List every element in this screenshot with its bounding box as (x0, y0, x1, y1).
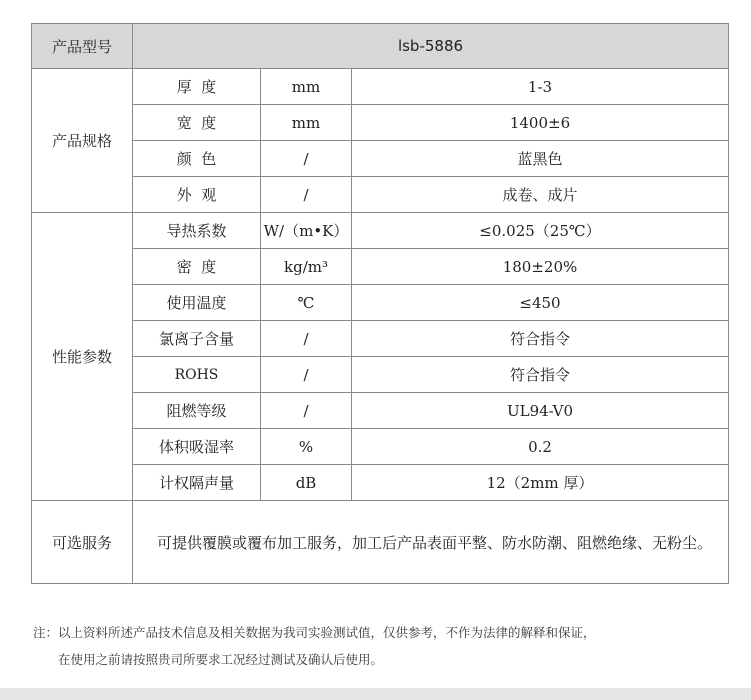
param-name: 导热系数 (133, 213, 261, 249)
param-unit: dB (261, 465, 352, 501)
param-name: 厚 度 (133, 69, 261, 105)
param-unit: / (261, 321, 352, 357)
spec-sheet (31, 23, 728, 584)
param-unit: mm (261, 105, 352, 141)
param-unit: kg/m³ (261, 249, 352, 285)
param-name: 密 度 (133, 249, 261, 285)
param-name: 计权隔声量 (133, 465, 261, 501)
param-value: ≤450 (352, 285, 729, 321)
footnote (33, 619, 596, 673)
table-row (32, 465, 729, 501)
param-value: 0.2 (352, 429, 729, 465)
bottom-bar (0, 688, 751, 700)
param-value: 1400±6 (352, 105, 729, 141)
param-name: 氯离子含量 (133, 321, 261, 357)
param-value: 蓝黑色 (352, 141, 729, 177)
param-unit: / (261, 177, 352, 213)
table-row (32, 141, 729, 177)
param-value: 符合指令 (352, 321, 729, 357)
service-row (32, 501, 729, 584)
table-row (32, 69, 729, 105)
param-unit: % (261, 429, 352, 465)
table-row (32, 357, 729, 393)
param-value: UL94-V0 (352, 393, 729, 429)
spec-table (31, 23, 729, 584)
param-value: 180±20% (352, 249, 729, 285)
footnote-line-1: 注：以上资料所述产品技术信息及相关数据为我司实验测试值，仅供参考，不作为法律的解释和保证， (33, 625, 596, 640)
model-label: 产品型号 (32, 24, 133, 69)
param-name: 体积吸湿率 (133, 429, 261, 465)
param-value: 12（2mm 厚） (352, 465, 729, 501)
param-unit: ℃ (261, 285, 352, 321)
table-row (32, 321, 729, 357)
param-unit: / (261, 393, 352, 429)
param-name: 宽 度 (133, 105, 261, 141)
param-unit: / (261, 141, 352, 177)
param-name: 使用温度 (133, 285, 261, 321)
header-row (32, 24, 729, 69)
param-unit: mm (261, 69, 352, 105)
table-row (32, 285, 729, 321)
service-text: 可提供覆膜或覆布加工服务，加工后产品表面平整、防水防潮、阻燃绝缘、无粉尘。 (133, 501, 729, 584)
table-row (32, 429, 729, 465)
table-row (32, 393, 729, 429)
param-unit: / (261, 357, 352, 393)
table-row (32, 105, 729, 141)
table-row (32, 213, 729, 249)
param-name: 颜 色 (133, 141, 261, 177)
category-cell: 性能参数 (32, 213, 133, 501)
table-row (32, 177, 729, 213)
footnote-line-2: 在使用之前请按照贵司所要求工况经过测试及确认后使用。 (58, 652, 384, 667)
category-cell: 产品规格 (32, 69, 133, 213)
param-value: ≤0.025（25℃） (352, 213, 729, 249)
param-value: 符合指令 (352, 357, 729, 393)
param-name: 阻燃等级 (133, 393, 261, 429)
param-unit: W/（m•K） (261, 213, 352, 249)
model-value: lsb-5886 (133, 24, 729, 69)
param-value: 成卷、成片 (352, 177, 729, 213)
table-row (32, 249, 729, 285)
param-name: ROHS (133, 357, 261, 393)
param-name: 外 观 (133, 177, 261, 213)
param-value: 1-3 (352, 69, 729, 105)
service-label: 可选服务 (32, 501, 133, 584)
